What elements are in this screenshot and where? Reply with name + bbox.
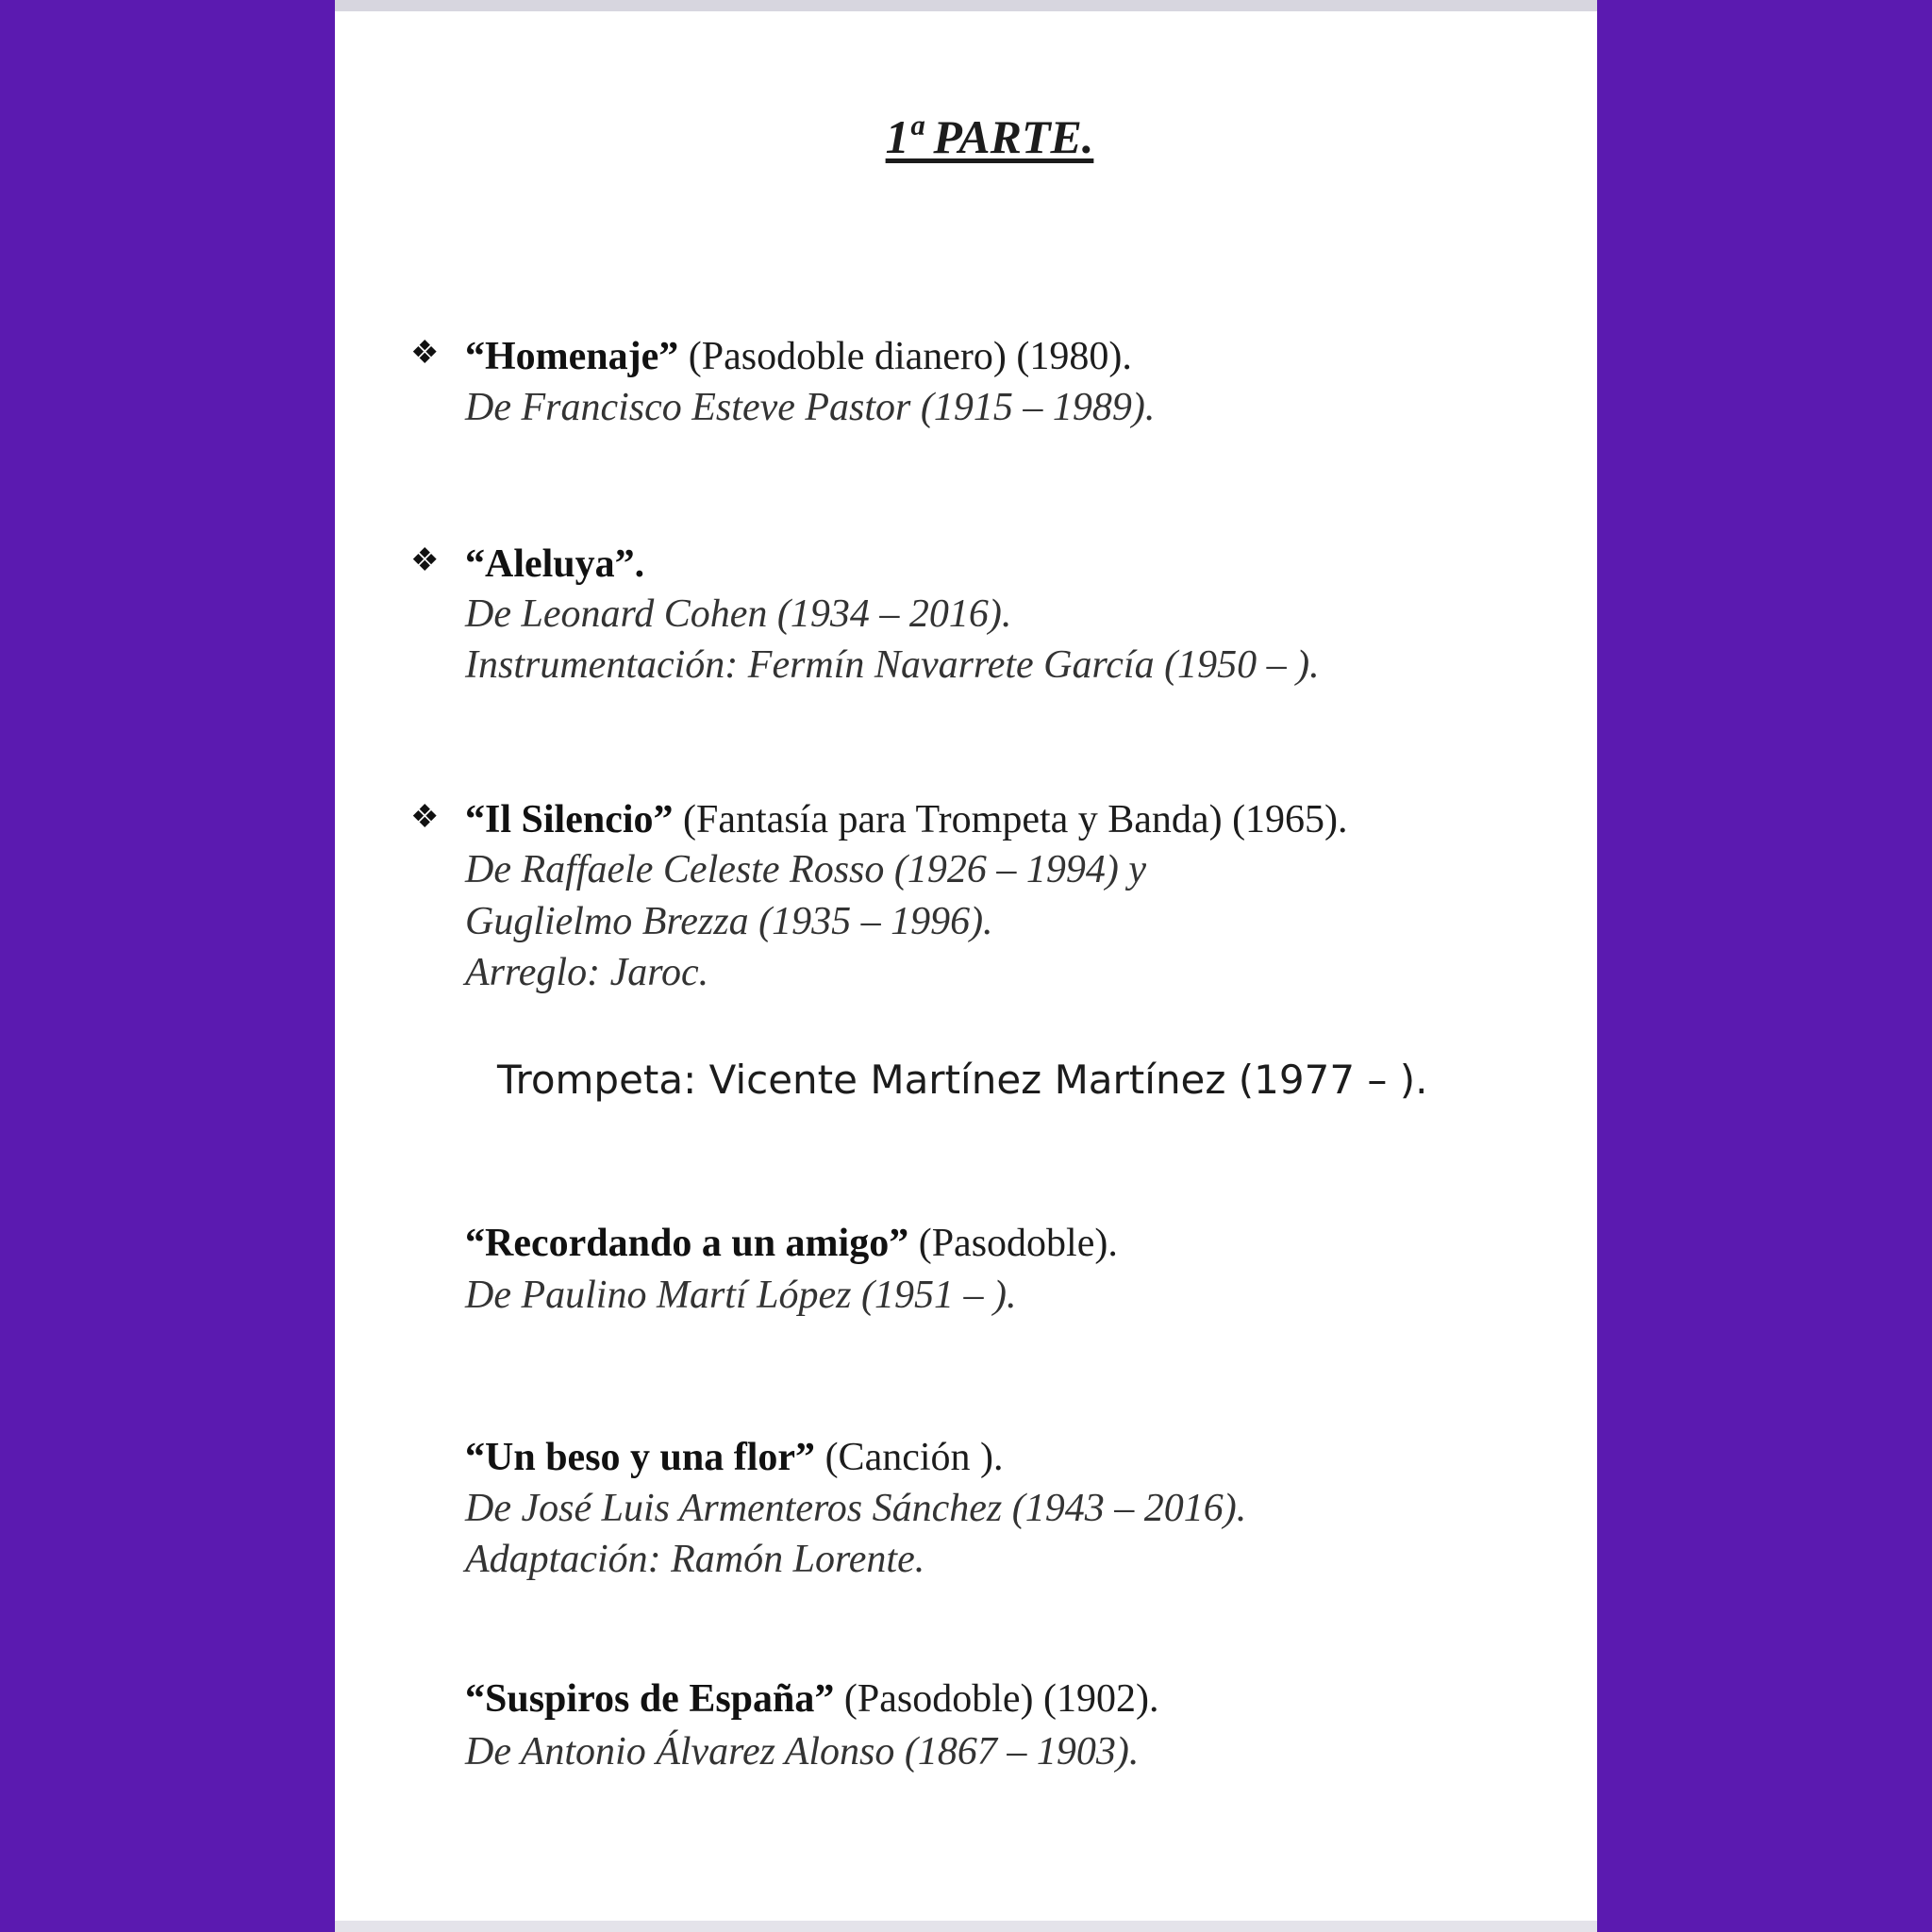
composer-line: De José Luis Armenteros Sánchez (1943 – 2016).: [465, 1487, 1247, 1530]
composer-line: Guglielmo Brezza (1935 – 1996).: [465, 900, 993, 943]
piece-title: “Un beso y una flor”: [465, 1436, 816, 1479]
piece-title-line: [465, 337, 1132, 376]
diamond-bullet-icon: ❖: [410, 800, 440, 835]
piece-detail: (Pasodoble) (1902).: [834, 1677, 1159, 1721]
piece-title-line: [465, 544, 644, 584]
piece-title: “Aleluya”.: [465, 542, 645, 586]
diamond-bullet-icon: ❖: [410, 336, 440, 371]
composer-line: De Raffaele Celeste Rosso (1926 – 1994) y: [465, 848, 1146, 891]
piece-detail: (Pasodoble dianero) (1980).: [678, 335, 1132, 378]
piece-title-line: [465, 800, 1348, 840]
composer-line: De Francisco Esteve Pastor (1915 – 1989).: [465, 386, 1156, 429]
soloist-line: Trompeta: Vicente Martínez Martínez (1977 – ).: [497, 1057, 1428, 1103]
piece-title-line: [465, 1679, 1159, 1719]
piece-title: “Il Silencio”: [465, 798, 674, 841]
piece-detail: (Pasodoble).: [908, 1222, 1118, 1265]
composer-line: De Paulino Martí López (1951 – ).: [465, 1274, 1017, 1317]
piece-title-line: [465, 1224, 1118, 1263]
document-page: [335, 0, 1597, 1932]
diamond-bullet-icon: ❖: [410, 543, 440, 578]
piece-title: “Suspiros de España”: [465, 1677, 835, 1721]
composer-line: De Leonard Cohen (1934 – 2016).: [465, 592, 1012, 636]
arranger-line: Instrumentación: Fermín Navarrete García (1950 – ).: [465, 643, 1320, 687]
composer-line: De Antonio Álvarez Alonso (1867 – 1903).: [465, 1730, 1140, 1774]
section-title: 1ª PARTE.: [885, 110, 1094, 163]
piece-title: “Homenaje”: [465, 335, 679, 378]
piece-title: “Recordando a un amigo”: [465, 1222, 909, 1265]
piece-detail: (Canción ).: [815, 1436, 1004, 1479]
arranger-line: Adaptación: Ramón Lorente.: [465, 1538, 925, 1581]
piece-detail: (Fantasía para Trompeta y Banda) (1965).: [673, 798, 1348, 841]
arranger-line: Arreglo: Jaroc.: [465, 951, 709, 994]
piece-title-line: [465, 1438, 1004, 1477]
